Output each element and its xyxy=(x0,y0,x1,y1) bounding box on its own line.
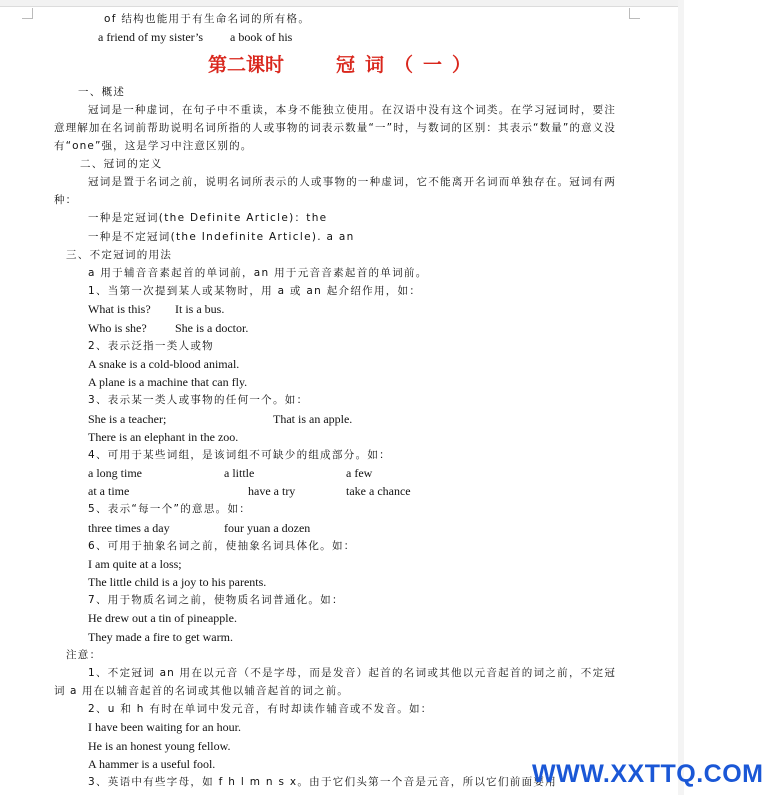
definite-article-line: 一种是定冠词(the Definite Article)：the xyxy=(88,212,328,224)
usage-7-example: They made a fire to get warm. xyxy=(88,630,233,644)
usage-2-example: A snake is a cold-blood animal. xyxy=(88,357,240,371)
note-2: 2、u 和 h 有时在单词中发元音，有时却读作辅音或不发音。如： xyxy=(88,703,433,715)
usage-1-example: Who is she? xyxy=(88,321,147,335)
usage-4: 4、可用于某些词组，是该词组不可缺少的组成部分。如： xyxy=(88,449,391,461)
usage-1-example: She is a doctor. xyxy=(175,321,249,335)
usage-3-example: There is an elephant in the zoo. xyxy=(88,430,239,444)
usage-4-example: take a chance xyxy=(346,484,411,498)
section-3-intro: a 用于辅音音素起首的单词前，an 用于元音音素起首的单词前。 xyxy=(88,267,428,279)
indefinite-article-line: 一种是不定冠词(the Indefinite Article). a an xyxy=(88,231,355,243)
section-1-heading: 一、概述 xyxy=(78,86,126,98)
usage-4-example: a long time xyxy=(88,466,142,480)
usage-3: 3、表示某一类人或事物的任何一个。如： xyxy=(88,394,309,406)
usage-6-example: The little child is a joy to his parents. xyxy=(88,575,267,589)
usage-1-example: It is a bus. xyxy=(175,302,225,316)
usage-1-example: What is this? xyxy=(88,302,151,316)
notes-heading: 注意： xyxy=(66,649,102,661)
top-example-1: a friend of my sister’s xyxy=(98,30,204,44)
usage-4-example: have a try xyxy=(248,484,296,498)
note-2-example: He is an honest young fellow. xyxy=(88,739,231,753)
usage-1: 1、当第一次提到某人或某物时，用 a 或 an 起介绍作用，如： xyxy=(88,285,422,297)
title-lesson: 第二课时 xyxy=(208,54,285,76)
usage-2: 2、表示泛指一类人或物 xyxy=(88,340,214,352)
usage-5: 5、表示“每一个”的意思。如： xyxy=(88,503,252,515)
usage-2-example: A plane is a machine that can fly. xyxy=(88,375,248,389)
usage-4-example: a little xyxy=(224,466,255,480)
note-1: 1、不定冠词 an 用在以元音（不是字母，而是发音）起首的名词或其他以元音起首的词之前，不定冠词 a 用在以辅音起首的名词或其他以辅音起首的词之前。 xyxy=(54,667,616,697)
note-3: 3、英语中有些字母，如 f h l m n s x。由于它们头第一个音是元音，所以它们前面要用 xyxy=(88,776,557,788)
crop-mark-top-left xyxy=(22,8,33,19)
top-example-2: a book of his xyxy=(230,30,293,44)
usage-5-example: three times a day xyxy=(88,521,170,535)
vertical-scrollbar[interactable] xyxy=(678,0,684,795)
crop-mark-top-right xyxy=(629,8,640,19)
section-1-paragraph: 冠词是一种虚词，在句子中不重读，本身不能独立使用。在汉语中没有这个词类。在学习冠词时，要注意理解加在名词前帮助说明名词所指的人或事物的词表示数量“一”时，与数词的区别：其表示“数量”的意义没有“one”强，这是学习中注意区别的。 xyxy=(54,104,616,152)
usage-4-example: a few xyxy=(346,466,373,480)
page-top-edge xyxy=(0,0,684,7)
site-watermark: WWW.XXTTQ.COM xyxy=(532,760,763,788)
section-2-heading: 二、冠词的定义 xyxy=(80,158,163,170)
note-2-example: A hammer is a useful fool. xyxy=(88,757,216,771)
usage-5-example: four yuan a dozen xyxy=(224,521,311,535)
top-line-1: of 结构也能用于有生命名词的所有格。 xyxy=(104,13,311,25)
section-3-heading: 三、不定冠词的用法 xyxy=(66,249,173,261)
usage-3-example: That is an apple. xyxy=(273,412,353,426)
usage-4-example: at a time xyxy=(88,484,130,498)
usage-7-example: He drew out a tin of pineapple. xyxy=(88,611,237,625)
usage-6-example: I am quite at a loss; xyxy=(88,557,182,571)
usage-3-example: She is a teacher; xyxy=(88,412,167,426)
note-2-example: I have been waiting for an hour. xyxy=(88,720,241,734)
section-2-paragraph: 冠词是置于名词之前，说明名词所表示的人或事物的一种虚词，它不能离开名词而单独存在。冠词有两种： xyxy=(54,176,616,206)
usage-7: 7、用于物质名词之前，使物质名词普通化。如： xyxy=(88,594,344,606)
title-topic: 冠词（一） xyxy=(336,54,482,76)
usage-6: 6、可用于抽象名词之前，使抽象名词具体化。如： xyxy=(88,540,356,552)
